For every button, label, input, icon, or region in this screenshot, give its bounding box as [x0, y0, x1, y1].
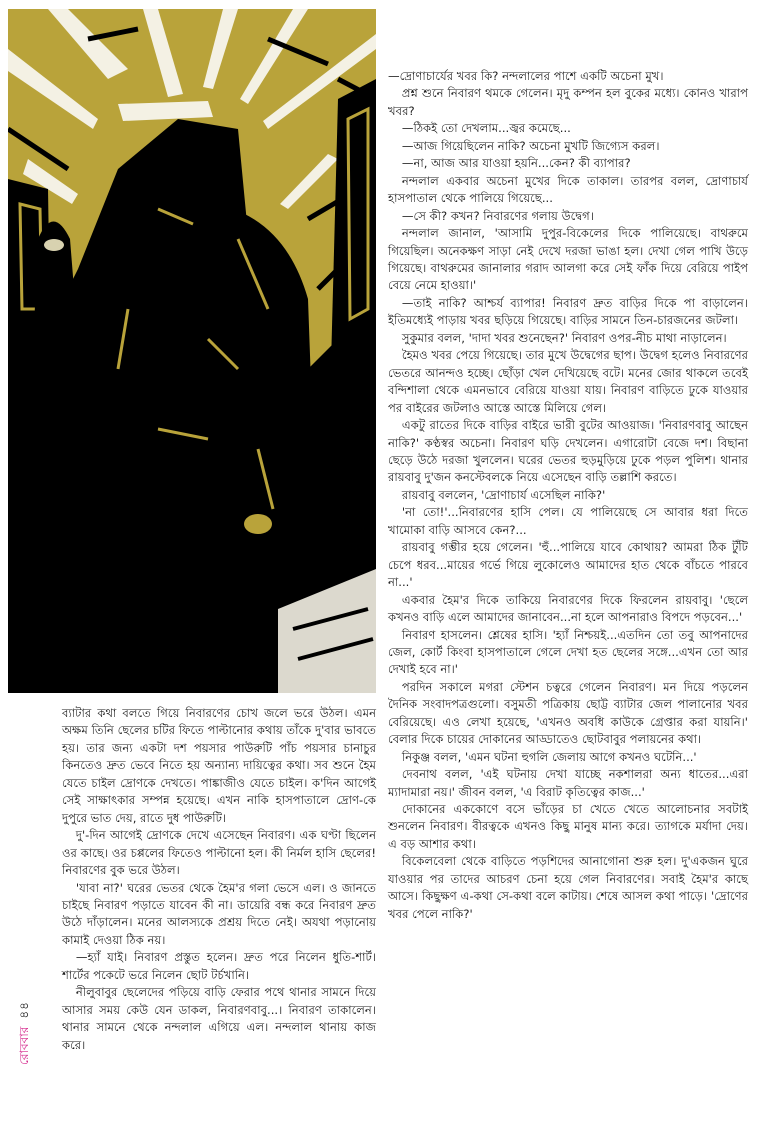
paragraph: পরদিন সকালে মগরা স্টেশন চত্বরে গেলেন নিবারণ। মন দিয়ে পড়লেন দৈনিক সংবাদপত্রগুলো। বসুমতী পত্রিকায় ছোট্ট ব্যাটার জেল পালানোর খবর বেরিয়েছে। এও লেখা হয়েছে, 'এখনও অবধি কাউকে গ্রেপ্তার করা যায়নি।' বেলার দিকে চায়ের দোকানের আড্ডাতেও ছোটবাবুর পলায়নের কথা।	[388, 679, 748, 747]
article-column-right	[388, 68, 748, 923]
paragraph: ব্যাটার কথা বলতে গিয়ে নিবারণের চোখ জলে ভরে উঠল। এমন অক্ষম তিনি ছেলের চটির ফিতে পাল্টানোর কথায় তাঁকে দু'বার ভাবতে হয়। তার জন্য একটা দশ পয়সার পাউরুটি পাঁচ পয়সার চানাচুর কিনতেও দ্রুত ভেবে নিতে হয় অন্যান্য দায়িত্বের কথা। সব শুনে হৈম যেতে চাইল দ্রোণকে দেখতে। পাঙ্কাজীও যেতে চাইল। ক'দিন আগেই সেই সাক্ষাৎকার সম্পন্ন হয়েছে। এখন নাকি হাসপাতালে দ্রোণ-কে দুপুরে ভাত দেয়, রাতে দুধ পাউরুটি।	[62, 706, 376, 825]
paragraph: —দ্রোণাচার্যের খবর কি? নন্দলালের পাশে একটি অচেনা মুখ।	[388, 69, 664, 83]
paragraph: 'না তো!'...নিবারণের হাসি পেল। যে পালিয়েছে সে আবার ধরা দিতে খামোকা বাড়ি আসবে কেন?...	[388, 505, 748, 537]
paragraph: প্রশ্ন শুনে নিবারণ থমকে গেলেন। মৃদু কম্পন হল বুকের মধ্যে। কোনও খারাপ খবর?	[388, 86, 748, 118]
paragraph: রায়বাবু গম্ভীর হয়ে গেলেন। 'হুঁ...পালিয়ে যাবে কোথায়? আমরা ঠিক টুঁটি চেপে ধরব...মায়ের গর্ভে গিয়ে লুকোলেও আমাদের হাত থেকে বাঁচতে পারবে না...'	[388, 540, 748, 590]
hand	[244, 514, 272, 534]
man-at-doorway-illustration	[8, 9, 376, 693]
paragraph: দু'-দিন আগেই দ্রোণকে দেখে এসেছেন নিবারণ। এক ঘণ্টা ছিলেন ওর কাছে। ওর চপ্পলের ফিতেও পাল্টানো হল। কী নির্মল হাসি ছেলের! নিবারণের বুক ভরে উঠল।	[62, 828, 376, 878]
article-column-left	[62, 705, 376, 1054]
paragraph: হৈমও খবর পেয়ে গিয়েছে। তার মুখে উদ্বেগের ছাপ। উদ্বেগ হলেও নিবারণের ভেতরে আনন্দও হচ্ছে। ছোঁড়া খেল দেখিয়েছে বটে। মনের জোর থাকলে তবেই বন্দিশালা থেকে এমনভাবে বেরিয়ে যাওয়া যায়। নিবারণ বাড়িতে ঢুকে যাওয়ার পর বাইরের জটলাও আস্তে আস্তে মিলিয়ে গেল।	[388, 348, 748, 415]
paragraph: নীলুবাবুর ছেলেদের পড়িয়ে বাড়ি ফেরার পথে থানার সামনে দিয়ে আসার সময় কেউ যেন ডাকল, নিবারণবাবু...। নিবারণ তাকালেন। থানার সামনে থেকে নন্দলাল এগিয়ে এল। নন্দলাল থানায় কাজ করে।	[62, 985, 376, 1052]
paragraph: নিবারণ হাসলেন। শ্লেষের হাসি। 'হ্যাঁ নিশ্চয়ই...এতদিন তো তবু আপনাদের জেল, কোর্ট কিংবা হাসপাতালে গেলে দেখা হত ছেলের সঙ্গে...এখন তো আর দেখাই হবে না।'	[388, 627, 748, 677]
paragraph: —আজ গিয়েছিলেন নাকি? অচেনা মুখটি জিগ্যেস করল।	[401, 138, 660, 153]
page-number: ৪৪	[17, 1001, 31, 1019]
paragraph: একটু রাতের দিকে বাড়ির বাইরে ভারী বুটের আওয়াজ। 'নিবারণবাবু আছেন নাকি?' কণ্ঠস্বর অচেনা। নিবারণ ঘড়ি দেখলেন। এগারোটা বেজে দশ। বিছানা ছেড়ে উঠে দরজা খুললেন। ঘরের ভেতর হুড়মুড়িয়ে ঢুকে পড়ল পুলিশ। থানার রায়বাবু দু'জন কনস্টেবলকে নিয়ে এসেছেন বাড়ি তল্লাশি করতে।	[388, 418, 748, 485]
paragraph: —সে কী? কখন? নিবারণের গলায় উদ্বেগ।	[401, 208, 594, 223]
paragraph: নিকুঞ্জ বলল, 'এমন ঘটনা হুগলি জেলায় আগে কখনও ঘটেনি...'	[401, 749, 697, 764]
paragraph: নন্দলাল জানাল, 'আসামি দুপুর-বিকেলের দিকে পালিয়েছে। বাথরুমে গিয়েছিল। অনেকক্ষণ সাড়া নেই দেখে দরজা ভাঙা হল। দেখা গেল পাখি উড়ে গিয়েছে। বাথরুমের জানালার গরাদ আলগা করে সেই ফাঁক দিয়ে বেরিয়ে পাইপ বেয়ে নেমে হাওয়া।'	[388, 226, 748, 293]
paragraph: দেবনাথ বলল, 'এই ঘটনায় দেখা যাচ্ছে নকশালরা অন্য ধাতের...এরা ম্যাদামারা নয়।' জীবন বলল, 'এ বিরাট কৃতিত্বের কাজ...'	[388, 767, 748, 799]
paragraph: রায়বাবু বললেন, 'দ্রোণাচার্য এসেছিল নাকি?'	[401, 487, 606, 502]
paragraph: একবার হৈম'র দিকে তাকিয়ে নিবারণের দিকে ফিরলেন রায়বাবু। 'ছেলে কখনও বাড়ি এলে আমাদের জানাবেন...না হলে আপনারাও বিপদে পড়বেন...'	[388, 592, 748, 625]
folio	[14, 965, 38, 1065]
paragraph: সুকুমার বলল, 'দাদা খবর শুনেছেন?' নিবারণ ওপর-নীচ মাথা নাড়ালেন।	[401, 330, 727, 345]
story-illustration	[8, 9, 376, 693]
paragraph: —তাই নাকি? আশ্চর্য ব্যাপার! নিবারণ দ্রুত বাড়ির দিকে পা বাড়ালেন। ইতিমধ্যেই পাড়ায় খবর ছড়িয়ে গিয়েছে। বাড়ির সামনে তিন-চারজনের জটলা।	[388, 295, 748, 328]
paragraph: নন্দলাল একবার অচেনা মুখের দিকে তাকাল। তারপর বলল, দ্রোণাচার্য হাসপাতাল থেকে পালিয়ে গিয়েছে...	[388, 173, 748, 206]
paragraph: —ঠিকই তো দেখলাম...জ্বর কমেছে...	[401, 121, 571, 136]
magazine-name: রোববার	[17, 1026, 31, 1065]
paragraph: বিকেলবেলা থেকে বাড়িতে পড়শিদের আনাগোনা শুরু হল। দু'একজন ঘুরে যাওয়ার পর তাদের আচরণ চেনা হয়ে গেল নিবারণের। সবাই হৈম'র কাছে আসে। কিছুক্ষণ এ-কথা সে-কথা বলে কাটায়। শেষে আসল কথা পাড়ে। 'দ্রোণের খবর পেলে নাকি?'	[388, 854, 748, 921]
paragraph: 'যাবা না?' ঘরের ভেতর থেকে হৈম'র গলা ভেসে এল। ও জানতে চাইছে নিবারণ পড়াতে যাবেন কী না। ডায়েরি বন্ধ করে নিবারণ দ্রুত উঠে দাঁড়ালেন। মনের আলস্যকে প্রশ্রয় দিতে নেই। অযথা পড়ানোয় কামাই দেওয়া ঠিক নয়।	[62, 880, 376, 947]
paragraph: দোকানের এককোণে বসে ভাঁড়ের চা খেতে খেতে আলোচনার সবটাই শুনলেন নিবারণ। বীরত্বকে এখনও কিছু মানুষ মান্য করে। ত্যাগকে মর্যাদা দেয়। এ বড় আশার কথা।	[388, 802, 748, 851]
paragraph: —হ্যাঁ যাই। নিবারণ প্রস্তুত হলেন। দ্রুত পরে নিলেন ধুতি-শার্ট। শার্টের পকেটে ভরে নিলেন ছোট টর্চখানি।	[62, 950, 376, 982]
paragraph: —না, আজ আর যাওয়া হয়নি...কেন? কী ব্যাপার?	[401, 156, 631, 171]
